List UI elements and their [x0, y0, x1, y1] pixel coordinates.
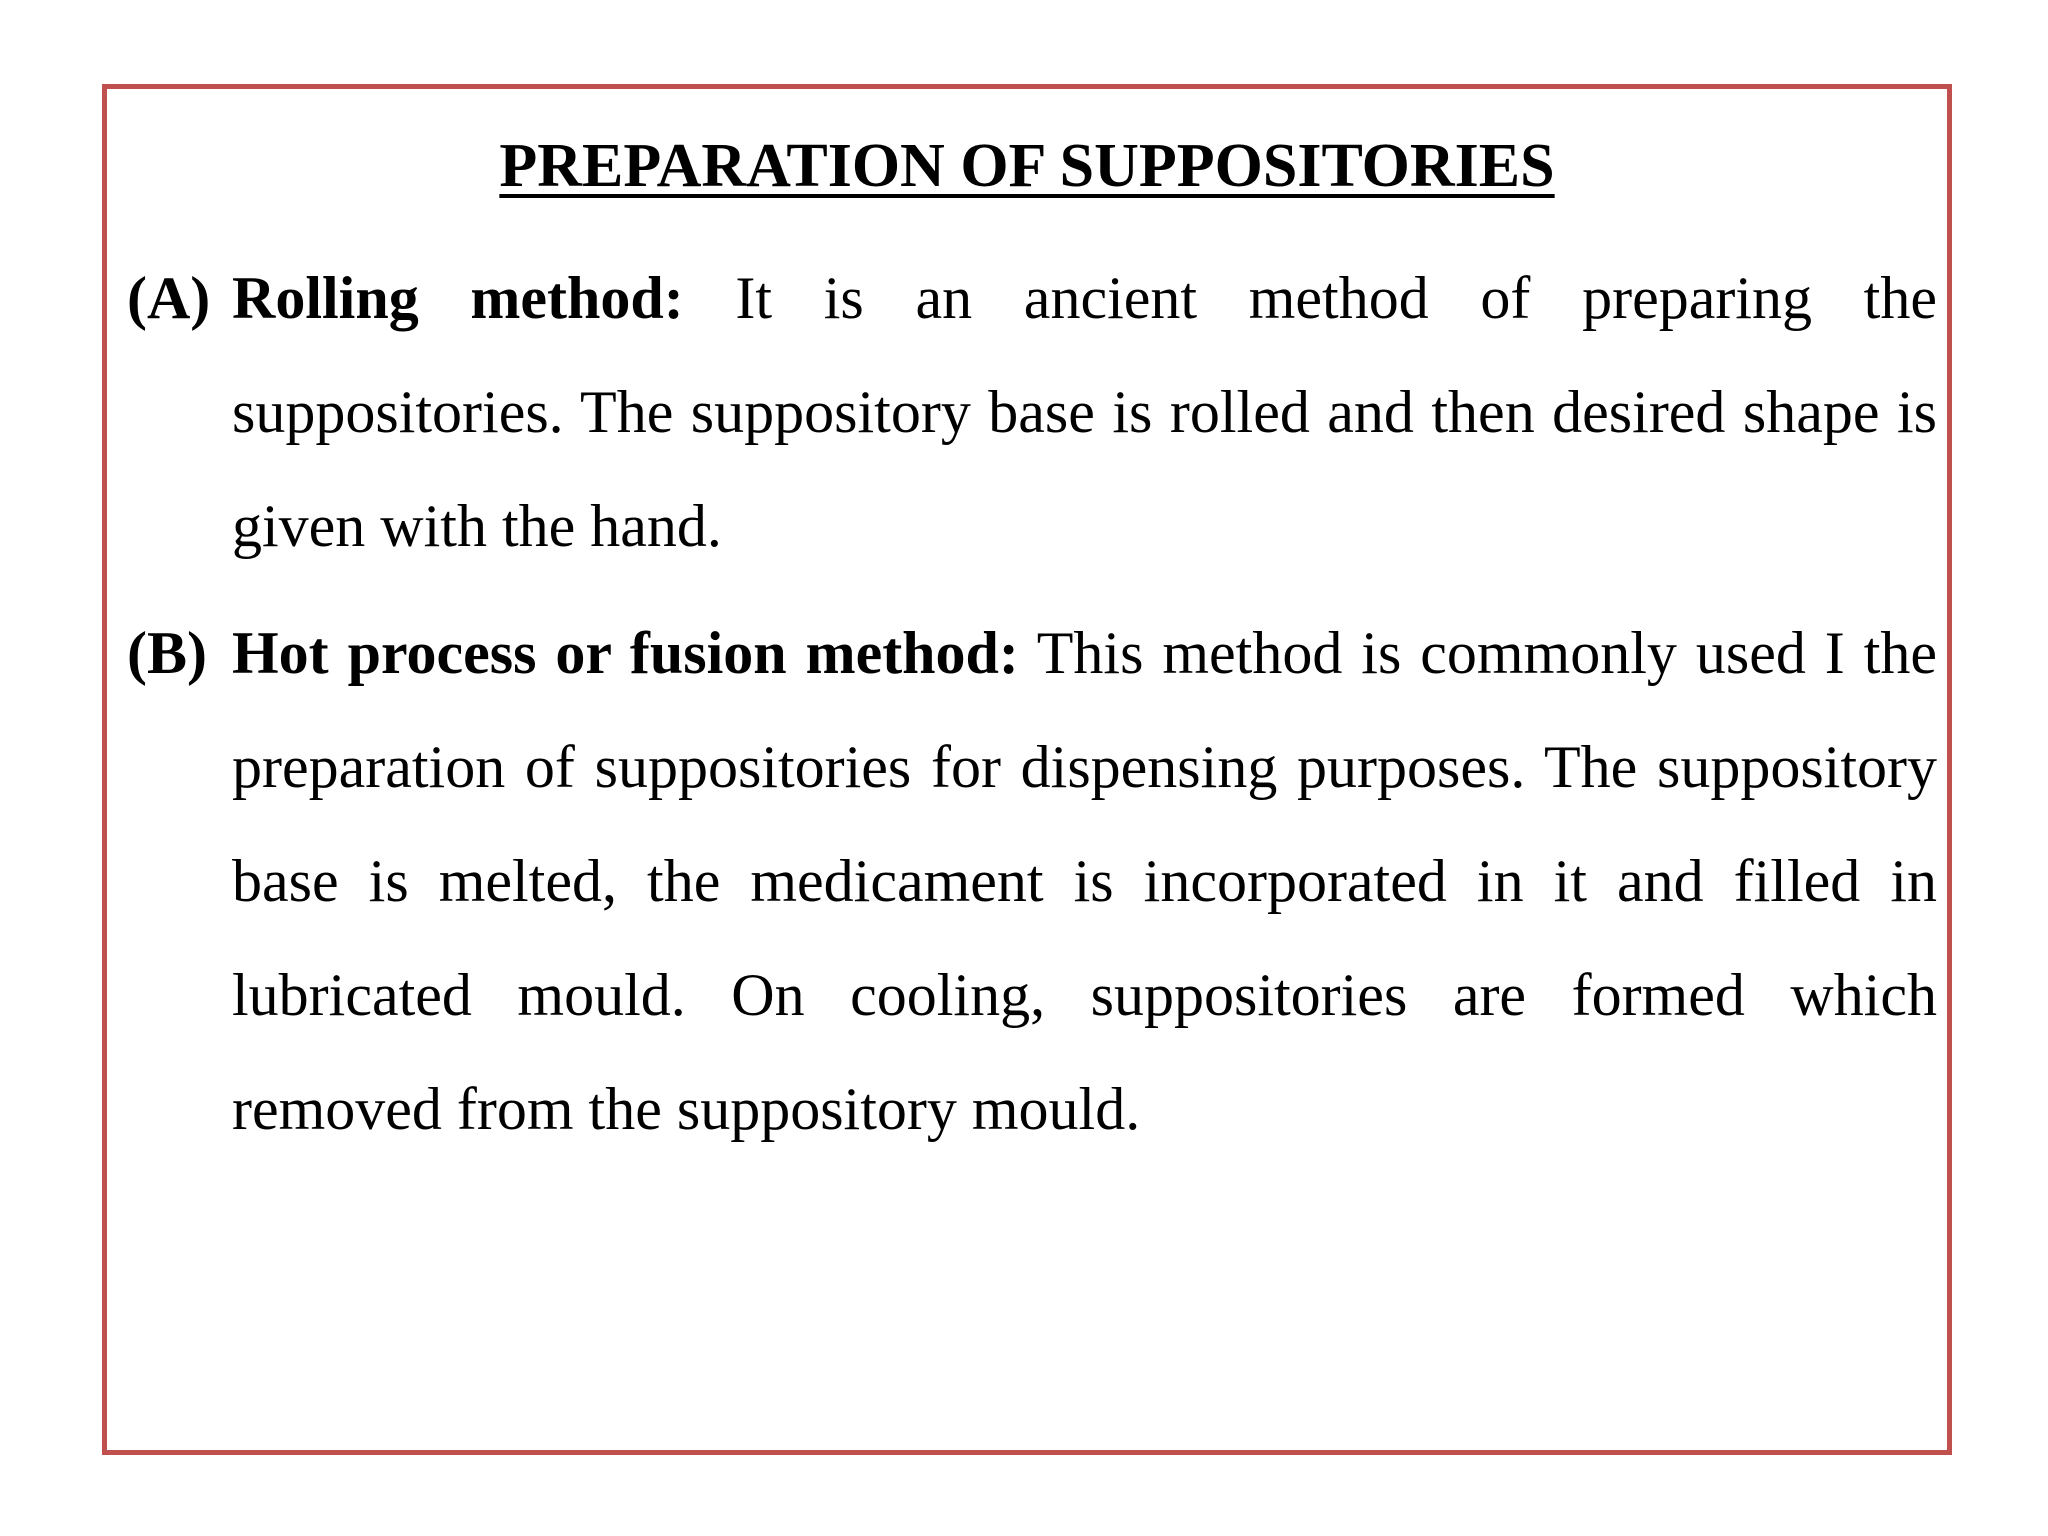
item-text: It is an ancient method of preparing the suppositories. The suppository base is rolled and then desired shape is given with the hand.	[232, 265, 1937, 559]
item-heading: Rolling method:	[232, 265, 684, 331]
item-text: This method is commonly used I the preparation of suppositories for dispensing purposes. The suppository base is melted, the medicament is incorporated in it and filled in lubricated mould. On cooling, suppositories are formed which removed from the suppository mould.	[232, 620, 1937, 1142]
slide-border	[102, 84, 1952, 1455]
item-body	[232, 241, 1937, 583]
item-marker: (A)	[127, 265, 211, 331]
list-item-rolling-method	[127, 241, 1937, 583]
item-marker: (B)	[127, 620, 207, 686]
page-title: PREPARATION OF SUPPOSITORIES	[499, 132, 1555, 200]
item-body	[232, 596, 1937, 1166]
list-item-fusion-method	[127, 596, 1937, 1166]
item-heading: Hot process or fusion method:	[232, 620, 1019, 686]
